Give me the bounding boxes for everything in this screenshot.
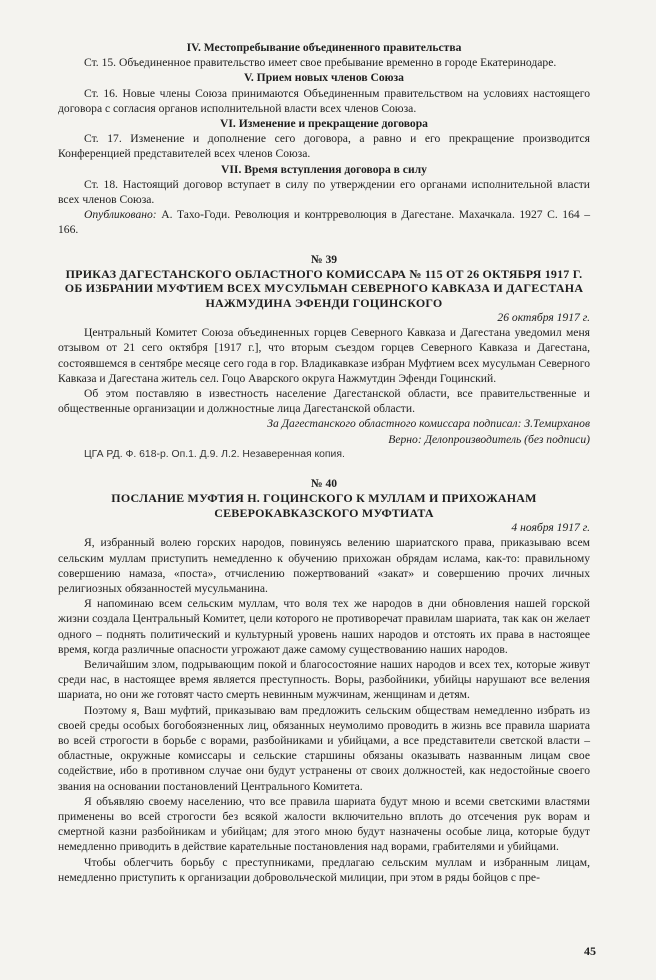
section-iv: [58, 40, 590, 70]
doc40-title: ПОСЛАНИЕ МУФТИЯ Н. ГОЦИНСКОГО К МУЛЛАМ И ПРИХОЖАНАМ СЕВЕРОКАВКАЗСКОГО МУФТИАТА: [111, 491, 537, 520]
doc40-paragraph: Я напоминаю всем сельским муллам, что воля тех же народов в дни обновления нашей горской жизни создала Центральный Комитет, цели которого не противоречат правилам шариата, так как он желает одного – поднять политический и культурный уровень наших народов и отстоять их права в настоящее время, когда различные опасности угрожают даже самому существованию наших народов.: [58, 597, 590, 656]
article-15: Ст. 15. Объединенное правительство имеет свое пребывание временно в городе Екатеринодаре.: [84, 56, 557, 70]
article-17: Ст. 17. Изменение и дополнение сего договора, а равно и его прекращение производится Конференцией представителей всех членов Союза.: [58, 132, 590, 161]
doc39-archive-ref: ЦГА РД. Ф. 618-р. Оп.1. Д.9. Л.2. Незаверенная копия.: [84, 448, 345, 460]
doc40-number: № 40: [310, 477, 338, 491]
section-heading: IV. Местопребывание объединенного правительства: [186, 41, 462, 54]
page-number: 45: [584, 944, 596, 958]
doc39-paragraph: Об этом поставляю в известность население Дагестанской области, все правительственные и общественные организации и должностные лица Дагестанской области.: [58, 387, 590, 416]
section-vii: [58, 162, 590, 208]
doc39-number: № 39: [310, 252, 338, 266]
doc40-paragraph: Я, избранный волею горских народов, повинуясь велению шариатского права, приказываю всем сельским муллам приступить немедленно к обучению прихожан обрядам ислама, как-то: правильному совершению намаза, «поста», отчислению пожертвований «закат» и совершению прочих личных религиозных обязанностей мусульманина.: [58, 536, 590, 595]
section-heading: V. Прием новых членов Союза: [244, 71, 404, 85]
document-page: [58, 40, 590, 885]
section-heading: VII. Время вступления договора в силу: [221, 162, 427, 176]
doc39-date: 26 октября 1917 г.: [497, 311, 590, 325]
section-heading: VI. Изменение и прекращение договора: [220, 117, 428, 131]
doc40-date: 4 ноября 1917 г.: [511, 521, 590, 535]
doc40-paragraph: Величайшим злом, подрывающим покой и благосостояние наших народов и всех тех, которые живут среди нас, в настоящее время является преступность. Воры, разбойники, убийцы нарушают все веления шариата, но они же готовят часто смерть невинным мужчинам, женщинам и детям.: [58, 657, 590, 702]
published-text: А. Тахо-Годи. Революция и контрреволюция в Дагестане. Махачкала. 1927 С. 164 – 166.: [58, 208, 590, 237]
section-vi: [58, 116, 590, 162]
published-note: [58, 207, 590, 237]
section-v: [58, 70, 590, 116]
published-label: Опубликовано:: [84, 208, 157, 222]
article-16: Ст. 16. Новые члены Союза принимаются Объединенным правительством на условиях настоящего договора с согласия органов исполнительной власти всех членов Союза.: [58, 86, 590, 115]
doc40-paragraph: Я объявляю своему населению, что все правила шариата будут мною и всеми светскими властями применены во всей строгости без всякой жалости включительно вплоть до отсечения рук ворам и смертной казни разбойникам и убийцам; для этого мною будут назначены особые лица, которые будут немедленно приводить в действие карательные постановления над ворами, грабителями и убийцами.: [58, 794, 590, 854]
doc39-signature: За Дагестанского областного комиссара подписал: З.Темирханов: [267, 417, 590, 431]
doc39-title: ПРИКАЗ ДАГЕСТАНСКОГО ОБЛАСТНОГО КОМИССАРА № 115 ОТ 26 ОКТЯБРЯ 1917 Г. ОБ ИЗБРАНИИ МУФТИЕМ ВСЕХ МУСУЛЬМАН СЕВЕРНОГО КАВКАЗА И ДАГЕСТАНА НАЖМУДИНА ЭФЕНДИ ГОЦИНСКОГО: [64, 266, 584, 310]
doc40-paragraph: Чтобы облегчить борьбу с преступниками, предлагаю сельским муллам и избранным лицам, немедленно приступить к организации добровольческой милиции, при этом в ряды бойцов с пре-: [58, 855, 590, 884]
doc39-verified: Верно: Делопроизводитель (без подписи): [388, 432, 590, 446]
doc40-paragraph: Поэтому я, Ваш муфтий, приказываю вам предложить сельским обществам немедленно избрать из своей среды особых богобоязненных лиц, обязанных неумолимо проводить в жизнь все правила шариата во всей строгости в борьбе с ворами, разбойниками и убийцами, а все представители светской власти – областные, окружные комиссары и сельские старшины обязаны оказывать названным лицам свое содействие, ибо в противном случае они будут устранены от своих должностей, как недостойные своего звания на основании постановлений Центрального Комитета.: [58, 703, 590, 793]
article-18: Ст. 18. Настоящий договор вступает в силу по утверждении его органами исполнительной власти всех членов Союза.: [58, 177, 590, 207]
doc39-paragraph: Центральный Комитет Союза объединенных горцев Северного Кавказа и Дагестана уведомил меня отзывом от 21 сего октября [1917 г.], что вторым съездом горцев Северного Кавказа и Дагестана, состоявшемся в сентябре месяце сего года в гор. Владикавказе избран Муфтием всех мусульман Северного Кавказа и Дагестана житель сел. Гоцо Аварского округа Нажмутдин Эфенди Гоцинский.: [58, 326, 590, 385]
